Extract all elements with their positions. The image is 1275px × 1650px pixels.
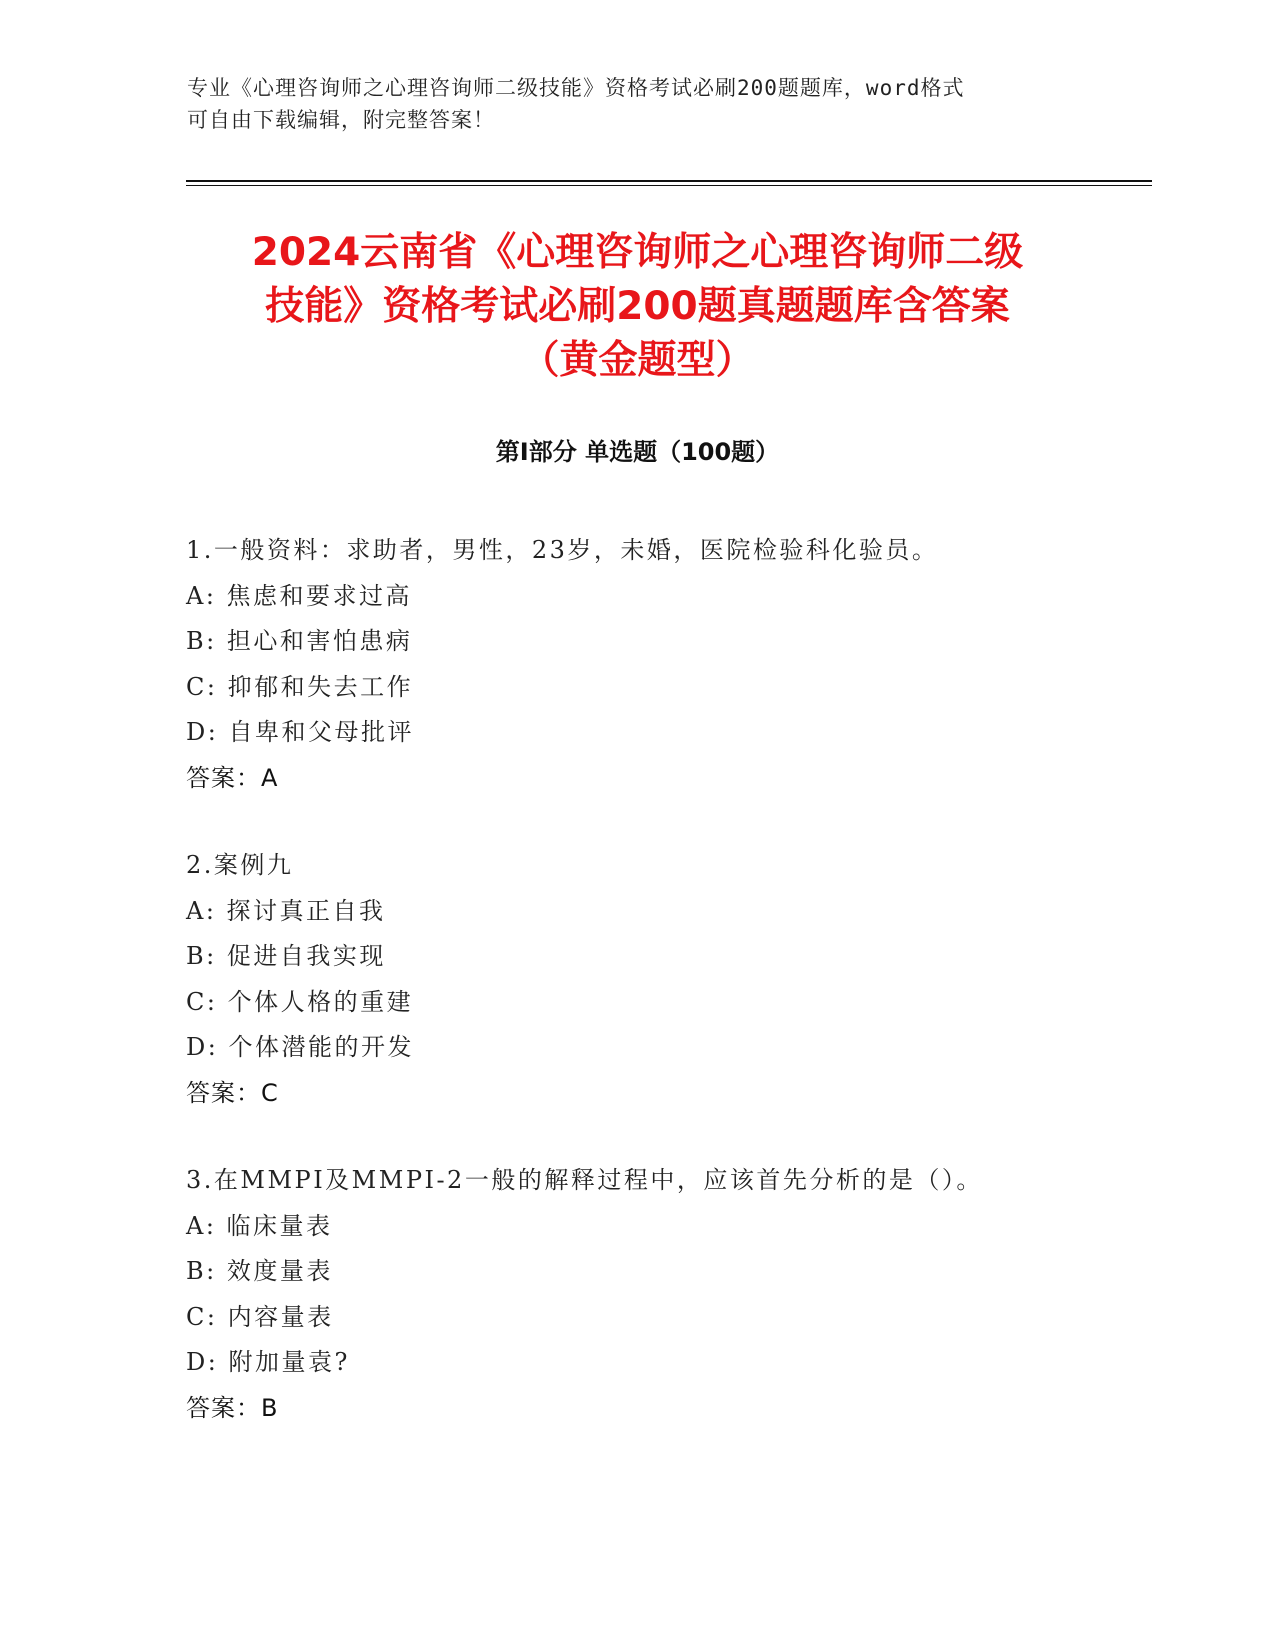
- answer-line: 答案：A: [186, 763, 279, 792]
- title-line-2: 技能》资格考试必刷200题真题题库含答案: [265, 284, 1010, 329]
- option-a: A: 临床量表: [186, 1211, 333, 1240]
- document-title: [150, 226, 1125, 388]
- question-2: [186, 843, 1146, 1116]
- question-stem: 3.在MMPI及MMPI-2一般的解释过程中，应该首先分析的是（）。: [186, 1166, 983, 1194]
- answer-line: 答案：B: [186, 1393, 279, 1422]
- question-1: [186, 528, 1146, 801]
- question-stem: 1.一般资料：求助者，男性，23岁，未婚，医院检验科化验员。: [186, 536, 939, 564]
- header-divider-thick: [186, 180, 1152, 182]
- header-note: [187, 72, 1067, 136]
- option-a: A: 探讨真正自我: [186, 896, 386, 925]
- title-line-1: 2024云南省《心理咨询师之心理咨询师二级: [251, 230, 1024, 275]
- question-3: [186, 1158, 1146, 1431]
- option-c: C: 内容量表: [186, 1302, 334, 1331]
- section-heading: 第Ⅰ部分 单选题（100题）: [495, 438, 780, 466]
- option-a: A: 焦虑和要求过高: [186, 581, 413, 610]
- option-c: C: 个体人格的重建: [186, 987, 414, 1016]
- header-note-line-1: 专业《心理咨询师之心理咨询师二级技能》资格考试必刷200题题库，word格式: [187, 76, 965, 100]
- option-c: C: 抑郁和失去工作: [186, 672, 414, 701]
- answer-line: 答案：C: [186, 1078, 279, 1107]
- option-d: D: 附加量袁?: [186, 1348, 350, 1376]
- question-stem: 2.案例九: [186, 851, 294, 879]
- option-b: B: 促进自我实现: [186, 942, 386, 970]
- option-d: D: 个体潜能的开发: [186, 1033, 414, 1061]
- header-note-line-2: 可自由下载编辑，附完整答案！: [187, 108, 495, 132]
- header-divider-thin: [186, 185, 1152, 186]
- option-b: B: 效度量表: [186, 1257, 333, 1285]
- question-list: [186, 528, 1146, 1473]
- title-line-3: （黄金题型）: [520, 338, 755, 383]
- option-b: B: 担心和害怕患病: [186, 627, 413, 655]
- option-d: D: 自卑和父母批评: [186, 718, 414, 746]
